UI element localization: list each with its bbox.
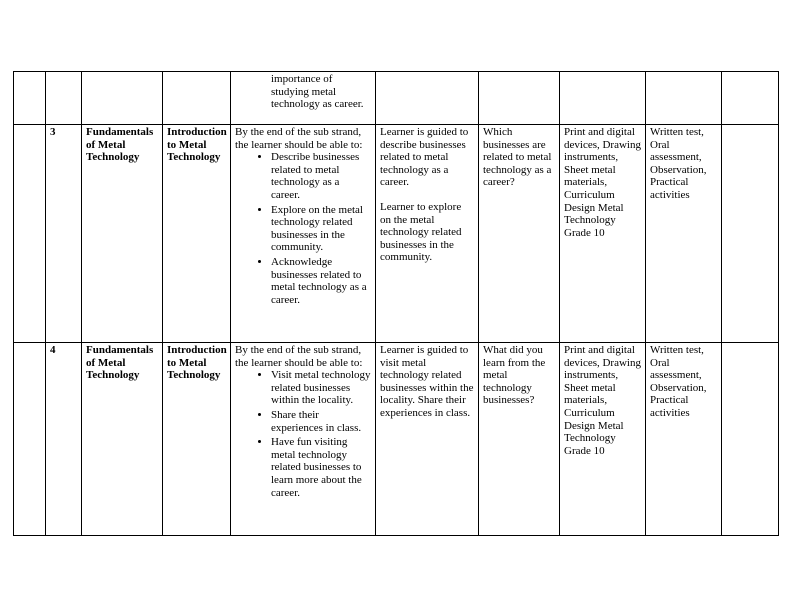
scheme-of-work-table	[13, 71, 779, 536]
experience-text: Learner is guided to describe businesses related to metal technology as a career.	[380, 126, 469, 189]
experience-text: Learner is guided to visit metal technology related businesses within the locality. Share their experiences in class.	[380, 344, 474, 419]
outcome-list	[235, 151, 371, 306]
learning-experiences-cell	[376, 125, 479, 343]
learning-experiences-cell	[376, 343, 479, 536]
list-item: • Describe businesses related to metal technology as a career.	[271, 151, 371, 201]
assessment-cell: Written test, Oral assessment, Observation, Practical activities	[646, 125, 722, 343]
learning-outcomes-cell	[231, 72, 376, 125]
resources-cell	[560, 72, 646, 125]
remarks-cell	[722, 343, 779, 536]
outcome-continuation: importance of studying metal technology as career.	[271, 73, 364, 111]
sub-strand-cell	[163, 72, 231, 125]
experience-text: Learner to explore on the metal technology related businesses in the community.	[380, 200, 462, 264]
week-cell	[14, 125, 46, 343]
outcome-list	[235, 369, 371, 499]
list-item: • Visit metal technology related businesses within the locality.	[271, 369, 371, 407]
learning-outcomes-cell	[231, 125, 376, 343]
week-cell	[14, 343, 46, 536]
learning-experiences-cell	[376, 72, 479, 125]
list-item: • Acknowledge businesses related to metal technology as a career.	[271, 256, 371, 306]
list-item: • Share their experiences in class.	[271, 409, 371, 434]
sub-strand-cell: Introduction to Metal Technology	[163, 125, 231, 343]
lesson-cell: 4	[46, 343, 82, 536]
sub-strand-cell: Introduction to Metal Technology	[163, 343, 231, 536]
resources-cell: Print and digital devices, Drawing instruments, Sheet metal materials, Curriculum Design Metal Technology Grade 10	[560, 125, 646, 343]
outcome-intro: By the end of the sub strand, the learner should be able to:	[235, 344, 363, 369]
key-inquiry-cell: What did you learn from the metal technology businesses?	[479, 343, 560, 536]
week-cell	[14, 72, 46, 125]
table-row	[14, 72, 779, 125]
key-inquiry-cell	[479, 72, 560, 125]
remarks-cell	[722, 72, 779, 125]
key-inquiry-cell: Which businesses are related to metal technology as a career?	[479, 125, 560, 343]
remarks-cell	[722, 125, 779, 343]
assessment-cell: Written test, Oral assessment, Observation, Practical activities	[646, 343, 722, 536]
strand-cell: Fundamentals of Metal Technology	[82, 125, 163, 343]
strand-cell	[82, 72, 163, 125]
lesson-cell	[46, 72, 82, 125]
strand-cell: Fundamentals of Metal Technology	[82, 343, 163, 536]
list-item: • Explore on the metal technology related businesses in the community.	[271, 204, 371, 254]
table-row	[14, 343, 779, 536]
outcome-intro: By the end of the sub strand, the learner should be able to:	[235, 126, 363, 151]
assessment-cell	[646, 72, 722, 125]
learning-outcomes-cell	[231, 343, 376, 536]
resources-cell: Print and digital devices, Drawing instruments, Sheet metal materials, Curriculum Design Metal Technology Grade 10	[560, 343, 646, 536]
list-item: • Have fun visiting metal technology related businesses to learn more about the career.	[271, 436, 371, 499]
table-row	[14, 125, 779, 343]
lesson-cell: 3	[46, 125, 82, 343]
